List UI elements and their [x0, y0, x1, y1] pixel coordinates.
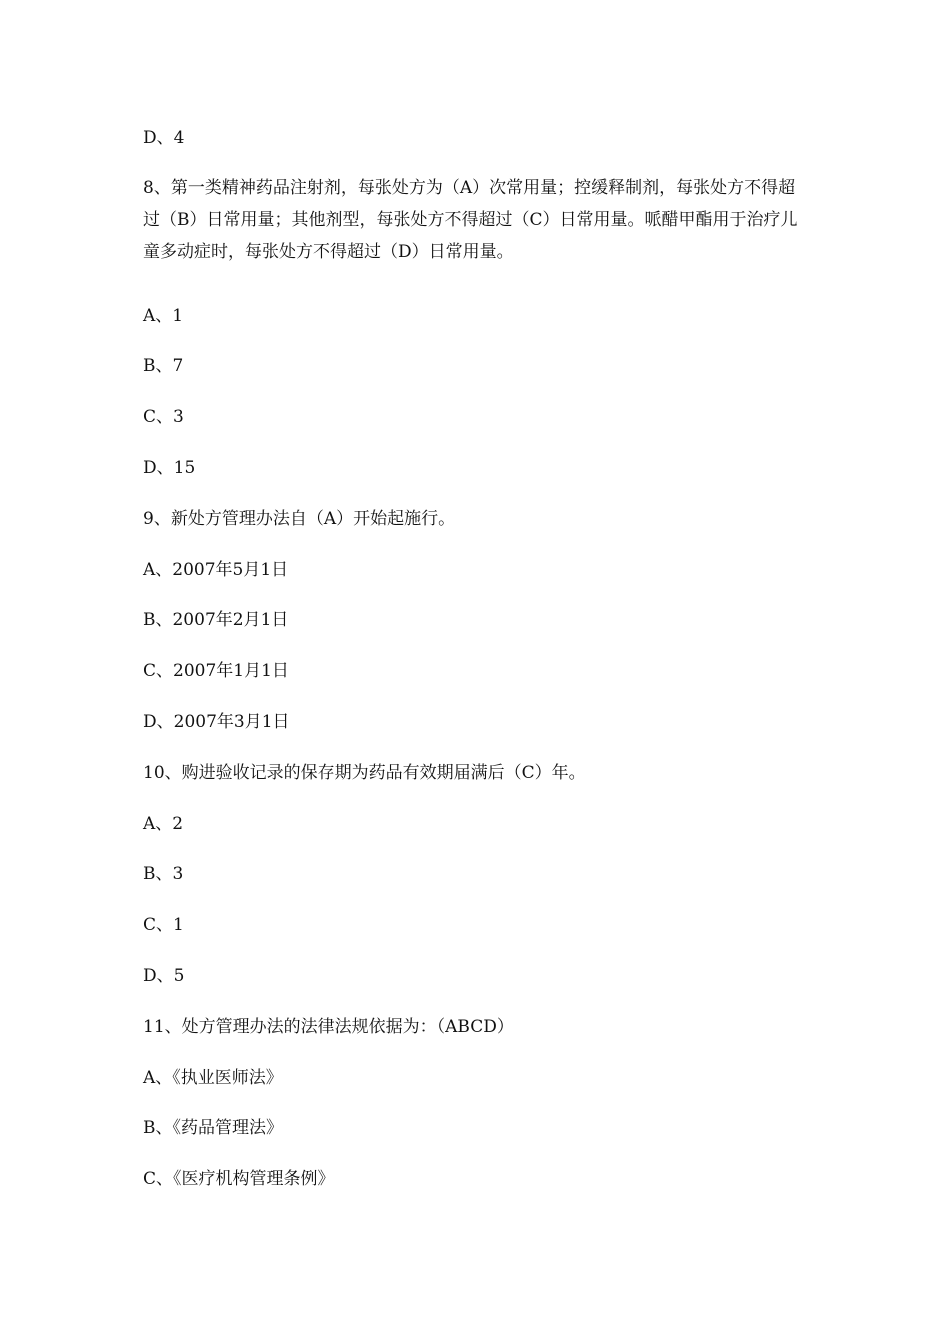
- option-b-q10: B、3: [143, 864, 184, 884]
- option-d-q9: D、2007年3月1日: [143, 712, 290, 732]
- option-a-q11: A、《执业医师法》: [143, 1068, 283, 1088]
- option-b-q9: B、2007年2月1日: [143, 610, 289, 630]
- option-c-q10: C、1: [143, 915, 184, 935]
- question-10: 10、购进验收记录的保存期为药品有效期届满后（C）年。: [143, 763, 586, 783]
- option-c-q9: C、2007年1月1日: [143, 661, 289, 681]
- option-d-q10: D、5: [143, 966, 185, 986]
- option-a-q8: A、1: [143, 306, 184, 326]
- option-a-q9: A、2007年5月1日: [143, 560, 289, 580]
- option-d-q7: D、4: [143, 128, 185, 148]
- option-a-q10: A、2: [143, 814, 184, 834]
- question-11: 11、处方管理办法的法律法规依据为：（ABCD）: [143, 1017, 514, 1037]
- question-8: 8、第一类精神药品注射剂，每张处方为（A）次常用量；控缓释制剂，每张处方不得超过（B）日常用量；其他剂型，每张处方不得超过（C）日常用量。哌醋甲酯用于治疗儿童多动症时，每张处方不得超过（D）日常用量。: [143, 178, 798, 262]
- option-c-q11: C、《医疗机构管理条例》: [143, 1169, 335, 1189]
- option-d-q8: D、15: [143, 458, 196, 478]
- question-9: 9、新处方管理办法自（A）开始起施行。: [143, 509, 456, 529]
- option-c-q8: C、3: [143, 407, 184, 427]
- option-b-q11: B、《药品管理法》: [143, 1118, 283, 1138]
- option-b-q8: B、7: [143, 356, 184, 376]
